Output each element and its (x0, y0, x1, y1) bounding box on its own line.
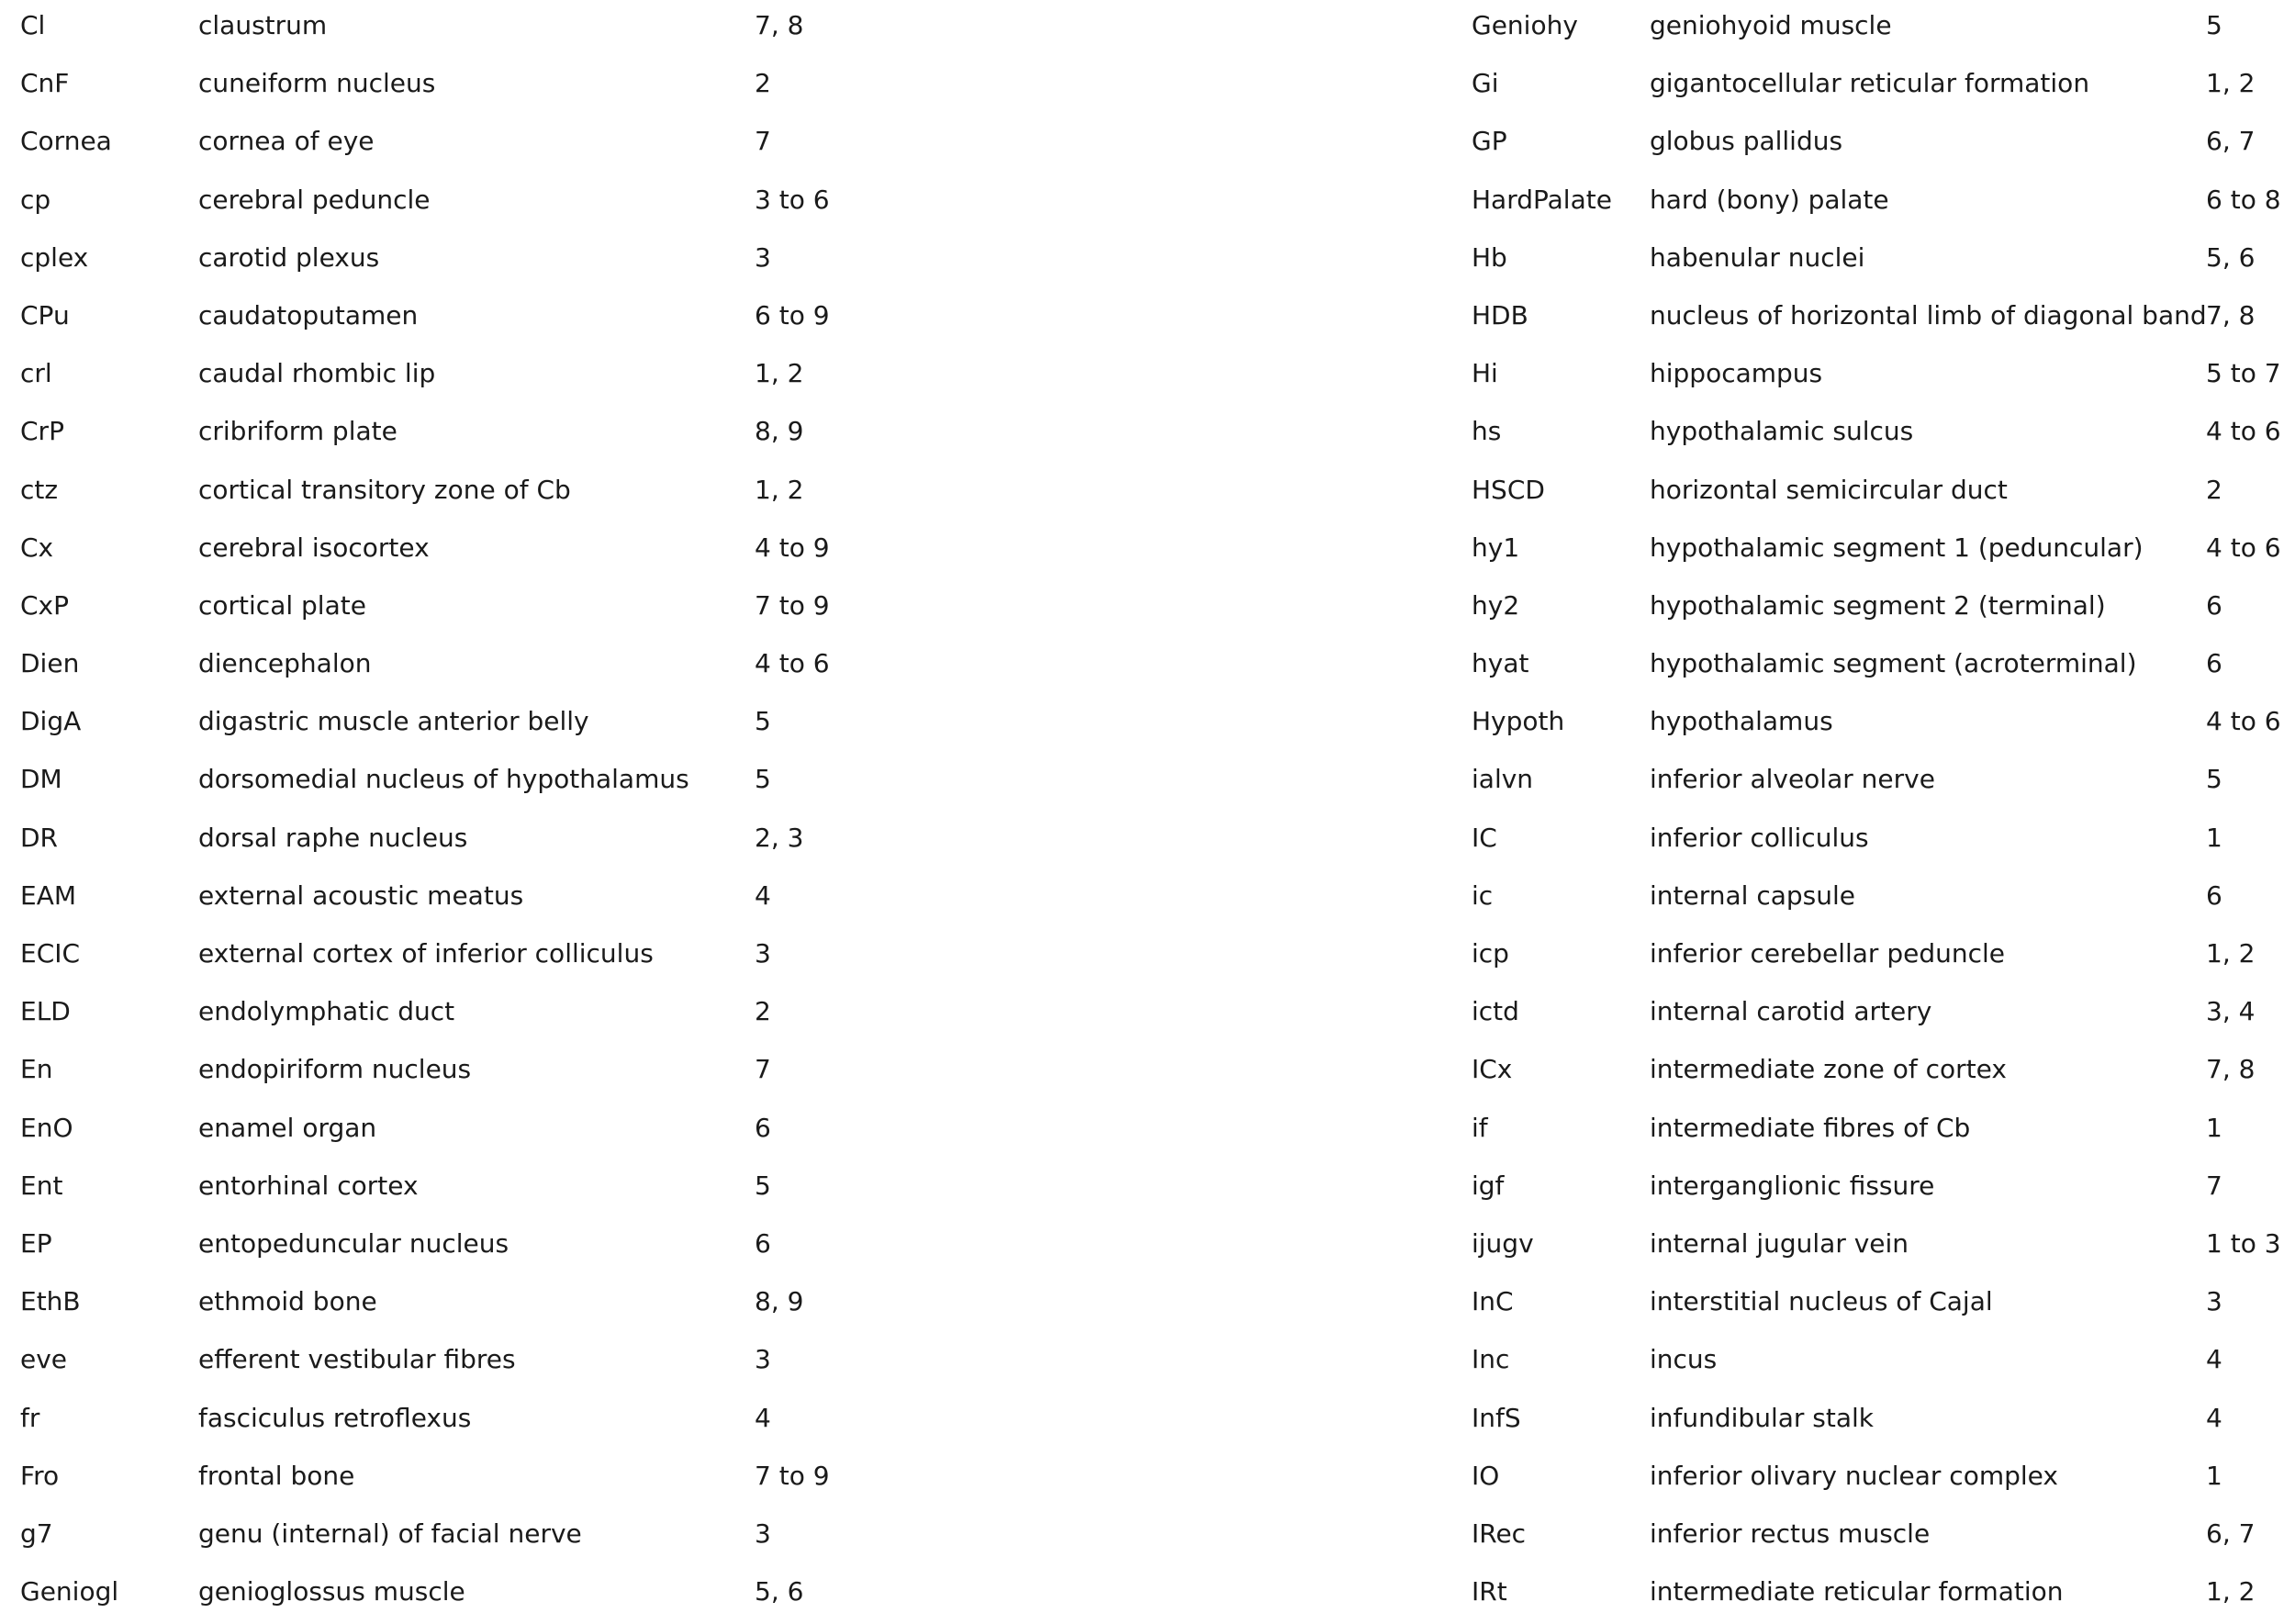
left-column (20, 0, 1397, 1624)
abbreviation: g7 (20, 1518, 53, 1549)
abbreviation: DigA (20, 706, 82, 737)
abbreviation-row (20, 465, 1397, 522)
structure-name: inferior cerebellar peduncle (1650, 938, 2005, 969)
structure-name: inferior colliculus (1650, 822, 1869, 853)
abbreviation-row (20, 232, 1397, 290)
abbreviation-row (1472, 928, 2279, 986)
abbreviation-row (20, 406, 1397, 464)
abbreviation-row (1472, 870, 2279, 928)
figure-numbers: 3 (755, 938, 771, 969)
structure-name: genu (internal) of facial nerve (198, 1518, 582, 1549)
structure-name: hypothalamic segment 1 (peduncular) (1650, 532, 2144, 563)
figure-numbers: 1 (2206, 822, 2222, 853)
figure-numbers: 6 to 9 (755, 299, 830, 330)
figure-numbers: 4 to 6 (755, 648, 830, 679)
abbreviation: CrP (20, 416, 64, 447)
structure-name: entopeduncular nucleus (198, 1227, 509, 1259)
structure-name: diencephalon (198, 648, 372, 679)
abbreviation-row (20, 754, 1397, 812)
structure-name: interganglionic fissure (1650, 1170, 1935, 1201)
figure-numbers: 8, 9 (755, 416, 804, 447)
figure-numbers: 4 (2206, 1402, 2222, 1433)
structure-name: cortical transitory zone of Cb (198, 474, 571, 505)
abbreviation-row (1472, 1044, 2279, 1102)
structure-name: cornea of eye (198, 126, 375, 157)
abbreviation: HDB (1472, 299, 1528, 330)
abbreviation: GP (1472, 126, 1507, 157)
abbreviation: Hb (1472, 241, 1507, 273)
figure-numbers: 6 (2206, 648, 2222, 679)
structure-name: dorsal raphe nucleus (198, 822, 468, 853)
figure-numbers: 1, 2 (755, 474, 804, 505)
structure-name: inferior rectus muscle (1650, 1518, 1931, 1549)
structure-name: ethmoid bone (198, 1286, 377, 1317)
abbreviation: ialvn (1472, 764, 1534, 795)
figure-numbers: 2 (2206, 474, 2222, 505)
abbreviation-row (20, 1103, 1397, 1160)
abbreviation-row (1472, 465, 2279, 522)
abbreviation-row (20, 522, 1397, 580)
figure-numbers: 3 (755, 1518, 771, 1549)
abbreviation-row (20, 348, 1397, 406)
abbreviation: ictd (1472, 996, 1519, 1027)
figure-numbers: 1 to 3 (2206, 1227, 2281, 1259)
abbreviation: Ent (20, 1170, 63, 1201)
abbreviation: InfS (1472, 1402, 1521, 1433)
abbreviation: En (20, 1054, 53, 1085)
structure-name: hard (bony) palate (1650, 184, 1889, 215)
abbreviation-row (20, 1160, 1397, 1218)
abbreviation-row (1472, 638, 2279, 696)
figure-numbers: 5 to 7 (2206, 358, 2281, 389)
abbreviation-row (20, 1276, 1397, 1334)
abbreviation-row (1472, 1334, 2279, 1392)
abbreviation-row (1472, 0, 2279, 58)
figure-numbers: 3, 4 (2206, 996, 2256, 1027)
structure-name: hypothalamic segment 2 (terminal) (1650, 589, 2106, 621)
abbreviation: EnO (20, 1112, 73, 1143)
abbreviation: cplex (20, 241, 89, 273)
figure-numbers: 3 (755, 1344, 771, 1375)
figure-numbers: 1 (2206, 1460, 2222, 1491)
abbreviation-row (1472, 1508, 2279, 1566)
abbreviation: ELD (20, 996, 71, 1027)
abbreviation-row (1472, 1160, 2279, 1218)
structure-name: entorhinal cortex (198, 1170, 419, 1201)
structure-name: genioglossus muscle (198, 1576, 465, 1607)
figure-numbers: 7 (755, 1054, 771, 1085)
figure-numbers: 4 to 9 (755, 532, 830, 563)
figure-numbers: 7, 8 (2206, 299, 2256, 330)
figure-numbers: 1, 2 (2206, 938, 2256, 969)
abbreviation-row (1472, 1450, 2279, 1508)
structure-name: intermediate fibres of Cb (1650, 1112, 1971, 1143)
figure-numbers: 4 to 6 (2206, 532, 2281, 563)
figure-numbers: 4 (755, 879, 771, 911)
abbreviation: CPu (20, 299, 70, 330)
structure-name: hippocampus (1650, 358, 1823, 389)
abbreviation-row (20, 928, 1397, 986)
abbreviation: HSCD (1472, 474, 1545, 505)
structure-name: hypothalamic sulcus (1650, 416, 1914, 447)
abbreviation: if (1472, 1112, 1488, 1143)
abbreviation: Cornea (20, 126, 112, 157)
abbreviation-row (20, 116, 1397, 174)
abbreviation: cp (20, 184, 51, 215)
structure-name: horizontal semicircular duct (1650, 474, 2008, 505)
figure-numbers: 2 (755, 68, 771, 99)
figure-numbers: 5 (2206, 764, 2222, 795)
abbreviation: hy1 (1472, 532, 1520, 563)
abbreviation: EP (20, 1227, 52, 1259)
abbreviation: hyat (1472, 648, 1529, 679)
abbreviation: CnF (20, 68, 70, 99)
structure-name: efferent vestibular fibres (198, 1344, 516, 1375)
abbreviation-row (1472, 116, 2279, 174)
structure-name: inferior alveolar nerve (1650, 764, 1935, 795)
abbreviation-row (20, 812, 1397, 870)
figure-numbers: 3 (755, 241, 771, 273)
abbreviation: IC (1472, 822, 1497, 853)
structure-name: frontal bone (198, 1460, 355, 1491)
abbreviation: EthB (20, 1286, 81, 1317)
abbreviation-row (1472, 174, 2279, 232)
abbreviation: Cx (20, 532, 54, 563)
abbreviation-row (1472, 580, 2279, 638)
abbreviation: hs (1472, 416, 1502, 447)
abbreviation-row (20, 1044, 1397, 1102)
abbreviation-row (20, 58, 1397, 116)
structure-name: geniohyoid muscle (1650, 10, 1892, 40)
abbreviation-row (1472, 696, 2279, 754)
abbreviation: Geniogl (20, 1576, 119, 1607)
figure-numbers: 4 to 6 (2206, 416, 2281, 447)
figure-numbers: 5 (755, 1170, 771, 1201)
abbreviation-row (20, 0, 1397, 58)
abbreviation-row (1472, 522, 2279, 580)
abbreviation: Gi (1472, 68, 1499, 99)
abbreviation-row (1472, 1566, 2279, 1624)
figure-numbers: 6, 7 (2206, 126, 2256, 157)
abbreviation: Cl (20, 10, 46, 40)
structure-name: endopiriform nucleus (198, 1054, 472, 1085)
abbreviation: Fro (20, 1460, 60, 1491)
abbreviation: CxP (20, 589, 70, 621)
structure-name: caudatoputamen (198, 299, 419, 330)
structure-name: digastric muscle anterior belly (198, 706, 589, 737)
abbreviation: Inc (1472, 1344, 1510, 1375)
structure-name: infundibular stalk (1650, 1402, 1875, 1433)
figure-numbers: 7 to 9 (755, 1460, 830, 1491)
structure-name: internal jugular vein (1650, 1227, 1909, 1259)
figure-numbers: 2, 3 (755, 822, 804, 853)
figure-numbers: 3 to 6 (755, 184, 830, 215)
structure-name: cribriform plate (198, 416, 397, 447)
structure-name: enamel organ (198, 1112, 377, 1143)
figure-numbers: 4 (755, 1402, 771, 1433)
abbreviation: fr (20, 1402, 40, 1433)
figure-numbers: 6 to 8 (2206, 184, 2281, 215)
abbreviation: ctz (20, 474, 59, 505)
abbreviation-row (20, 580, 1397, 638)
structure-name: endolymphatic duct (198, 996, 455, 1027)
abbreviation-row (20, 1218, 1397, 1276)
figure-numbers: 4 to 6 (2206, 706, 2281, 737)
structure-name: globus pallidus (1650, 126, 1843, 157)
figure-numbers: 5 (2206, 10, 2222, 40)
figure-numbers: 3 (2206, 1286, 2222, 1317)
abbreviation-row (1472, 754, 2279, 812)
abbreviation-row (20, 290, 1397, 348)
abbreviation: IRec (1472, 1518, 1527, 1549)
abbreviation-row (20, 1450, 1397, 1508)
abbreviation: igf (1472, 1170, 1505, 1201)
abbreviation: IRt (1472, 1576, 1507, 1607)
figure-numbers: 7 (755, 126, 771, 157)
figure-numbers: 1 (2206, 1112, 2222, 1143)
figure-numbers: 1, 2 (755, 358, 804, 389)
abbreviation: crl (20, 358, 52, 389)
figure-numbers: 5 (755, 764, 771, 795)
abbreviation: ECIC (20, 938, 81, 969)
figure-numbers: 7, 8 (2206, 1054, 2256, 1085)
abbreviation-row (20, 1508, 1397, 1566)
structure-name: inferior olivary nuclear complex (1650, 1460, 2058, 1491)
figure-numbers: 6 (755, 1227, 771, 1259)
abbreviation-row (1472, 1276, 2279, 1334)
structure-name: internal carotid artery (1650, 996, 1932, 1027)
abbreviation-row (20, 986, 1397, 1044)
abbreviation: DR (20, 822, 59, 853)
abbreviation-row (20, 174, 1397, 232)
abbreviation: HardPalate (1472, 184, 1612, 215)
structure-name: dorsomedial nucleus of hypothalamus (198, 764, 689, 795)
figure-numbers: 8, 9 (755, 1286, 804, 1317)
abbreviation-row (1472, 1218, 2279, 1276)
abbreviation-row (1472, 348, 2279, 406)
abbreviation-row (1472, 58, 2279, 116)
abbreviation: eve (20, 1344, 68, 1375)
abbreviation: IO (1472, 1460, 1500, 1491)
structure-name: cerebral isocortex (198, 532, 430, 563)
abbreviation: Geniohy (1472, 10, 1578, 40)
abbreviation-row (1472, 1103, 2279, 1160)
figure-numbers: 4 (2206, 1344, 2222, 1375)
figure-numbers: 5 (755, 706, 771, 737)
abbreviation: DM (20, 764, 62, 795)
figure-numbers: 5, 6 (2206, 241, 2256, 273)
structure-name: carotid plexus (198, 241, 380, 273)
structure-name: intermediate reticular formation (1650, 1576, 2064, 1607)
structure-name: habenular nuclei (1650, 241, 1865, 273)
abbreviation-row (20, 1393, 1397, 1450)
abbreviation: Dien (20, 648, 80, 679)
abbreviation-row (20, 1334, 1397, 1392)
structure-name: cortical plate (198, 589, 366, 621)
structure-name: incus (1650, 1344, 1718, 1375)
figure-numbers: 6 (755, 1112, 771, 1143)
structure-name: cerebral peduncle (198, 184, 431, 215)
structure-name: intermediate zone of cortex (1650, 1054, 2007, 1085)
abbreviation-row (20, 696, 1397, 754)
structure-name: external cortex of inferior colliculus (198, 938, 654, 969)
abbreviation: ICx (1472, 1054, 1513, 1085)
abbreviation: icp (1472, 938, 1509, 969)
abbreviation: InC (1472, 1286, 1514, 1317)
figure-numbers: 5, 6 (755, 1576, 804, 1607)
figure-numbers: 6 (2206, 879, 2222, 911)
abbreviation-row (20, 870, 1397, 928)
abbreviation-row (20, 1566, 1397, 1624)
structure-name: hypothalamus (1650, 706, 1833, 737)
abbreviation: ic (1472, 879, 1494, 911)
abbreviation: Hi (1472, 358, 1498, 389)
abbreviation-row (1472, 232, 2279, 290)
abbreviation-row (1472, 290, 2279, 348)
abbreviation: hy2 (1472, 589, 1520, 621)
figure-numbers: 7 (2206, 1170, 2222, 1201)
structure-name: fasciculus retroflexus (198, 1402, 472, 1433)
right-column (1472, 0, 2279, 1624)
abbreviation-row (20, 638, 1397, 696)
structure-name: nucleus of horizontal limb of diagonal band (1650, 299, 2207, 330)
abbreviation-row (1472, 1393, 2279, 1450)
structure-name: cuneiform nucleus (198, 68, 436, 99)
abbreviation-row (1472, 986, 2279, 1044)
structure-name: caudal rhombic lip (198, 358, 436, 389)
abbreviation-row (1472, 812, 2279, 870)
figure-numbers: 6, 7 (2206, 1518, 2256, 1549)
structure-name: external acoustic meatus (198, 879, 524, 911)
structure-name: interstitial nucleus of Cajal (1650, 1286, 1993, 1317)
figure-numbers: 7, 8 (755, 10, 804, 40)
structure-name: gigantocellular reticular formation (1650, 68, 2090, 99)
structure-name: claustrum (198, 10, 328, 40)
structure-name: hypothalamic segment (acroterminal) (1650, 648, 2137, 679)
figure-numbers: 6 (2206, 589, 2222, 621)
figure-numbers: 2 (755, 996, 771, 1027)
figure-numbers: 1, 2 (2206, 68, 2256, 99)
abbreviation-row (1472, 406, 2279, 464)
structure-name: internal capsule (1650, 879, 1855, 911)
abbreviation: Hypoth (1472, 706, 1565, 737)
figure-numbers: 7 to 9 (755, 589, 830, 621)
abbreviation: EAM (20, 879, 77, 911)
abbreviation: ijugv (1472, 1227, 1534, 1259)
figure-numbers: 1, 2 (2206, 1576, 2256, 1607)
